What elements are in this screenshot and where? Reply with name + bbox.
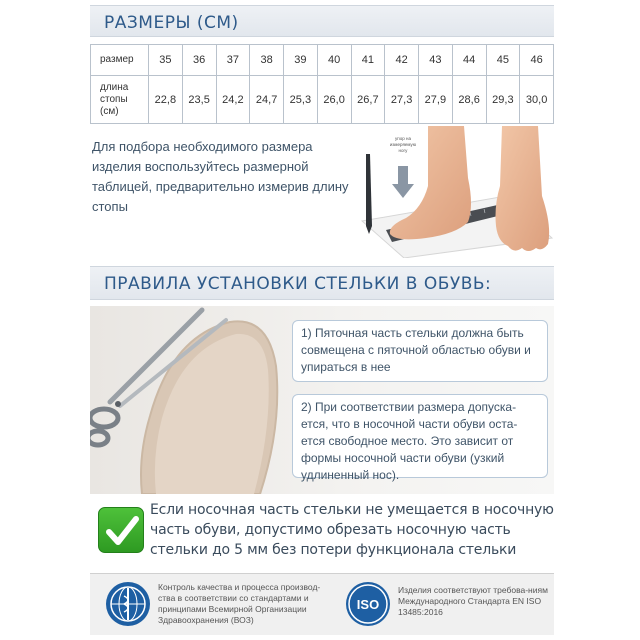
rule-1-text: 1) Пяточная часть стельки должна быть совмещена с пяточной областью обуви и упираться в нее	[301, 326, 531, 374]
length-label-line: стопы	[100, 93, 128, 105]
arrow-label-line: упор на	[395, 136, 411, 141]
foot-measuring-illustration	[356, 126, 556, 258]
iso-compliance-text: Изделия соответствуют требова-ниям Международного Стандарта EN ISO 13485:2016	[398, 585, 548, 617]
measure-instructions: Для подбора необходимого размера изделия воспользуйтесь размерной таблицей, предварительно измерив длину стопы	[92, 139, 349, 214]
size-cell: 38	[250, 45, 284, 76]
rules-header-band	[90, 266, 554, 300]
length-cell: 22,8	[149, 76, 183, 124]
rule-1-box	[292, 320, 548, 382]
size-cell: 43	[419, 45, 453, 76]
length-label-line: (см)	[100, 105, 119, 117]
sizes-title: РАЗМЕРЫ (СМ)	[104, 13, 239, 33]
insole-inner	[155, 334, 269, 494]
check-mark-icon	[98, 507, 144, 553]
length-cell: 24,2	[216, 76, 250, 124]
size-cell: 45	[486, 45, 520, 76]
length-cell: 23,5	[182, 76, 216, 124]
size-row	[91, 45, 554, 76]
iso-logo-icon	[346, 582, 390, 626]
size-cell: 37	[216, 45, 250, 76]
size-cell: 39	[284, 45, 318, 76]
size-cell: 36	[182, 45, 216, 76]
size-cell: 42	[385, 45, 419, 76]
arrow-label-line: измеряемую	[389, 142, 417, 147]
size-table	[90, 44, 554, 124]
length-cell: 25,3	[284, 76, 318, 124]
pen	[366, 154, 372, 234]
length-cell: 29,3	[486, 76, 520, 124]
length-row	[91, 76, 554, 124]
length-cell: 26,7	[351, 76, 385, 124]
rule-2-box	[292, 394, 548, 482]
size-cell: 40	[317, 45, 351, 76]
length-cell: 26,0	[317, 76, 351, 124]
who-emblem-icon	[106, 582, 150, 626]
length-cell: 27,9	[419, 76, 453, 124]
size-row-label: размер	[91, 45, 149, 76]
size-cell: 46	[520, 45, 554, 76]
rule-2-text: 2) При соответствии размера допуска-ется, что в носочной части обуви оста-ется свободное место. Это зависит от формы носочной части обуви (узкий удлиненный нос).	[301, 400, 518, 482]
length-cell: 24,7	[250, 76, 284, 124]
length-cell: 28,6	[452, 76, 486, 124]
length-cell: 30,0	[520, 76, 554, 124]
sizes-header-band	[90, 5, 554, 37]
who-compliance-text: Контроль качества и процесса производ-ства в соответствии со стандартами и принципами Всемирной Организации Здравоохранения (ВОЗ)	[158, 582, 321, 625]
size-cell: 44	[452, 45, 486, 76]
arrow-label-line: ногу	[398, 148, 408, 153]
length-label-line: длина	[100, 81, 129, 93]
size-cell: 41	[351, 45, 385, 76]
rules-title: ПРАВИЛА УСТАНОВКИ СТЕЛЬКИ В ОБУВЬ:	[104, 274, 492, 294]
certification-footer	[90, 573, 554, 635]
trimming-notice: Если носочная часть стельки не умещается в носочную часть обуви, допустимо обрезать носочную часть стельки до 5 мм без потери функционала стельки	[150, 502, 554, 558]
size-cell: 35	[149, 45, 183, 76]
down-arrow-icon	[392, 166, 414, 198]
svg-text:ISO: ISO	[356, 597, 380, 612]
foot-front-view	[496, 126, 550, 251]
length-cell: 27,3	[385, 76, 419, 124]
length-row-label	[91, 76, 149, 124]
